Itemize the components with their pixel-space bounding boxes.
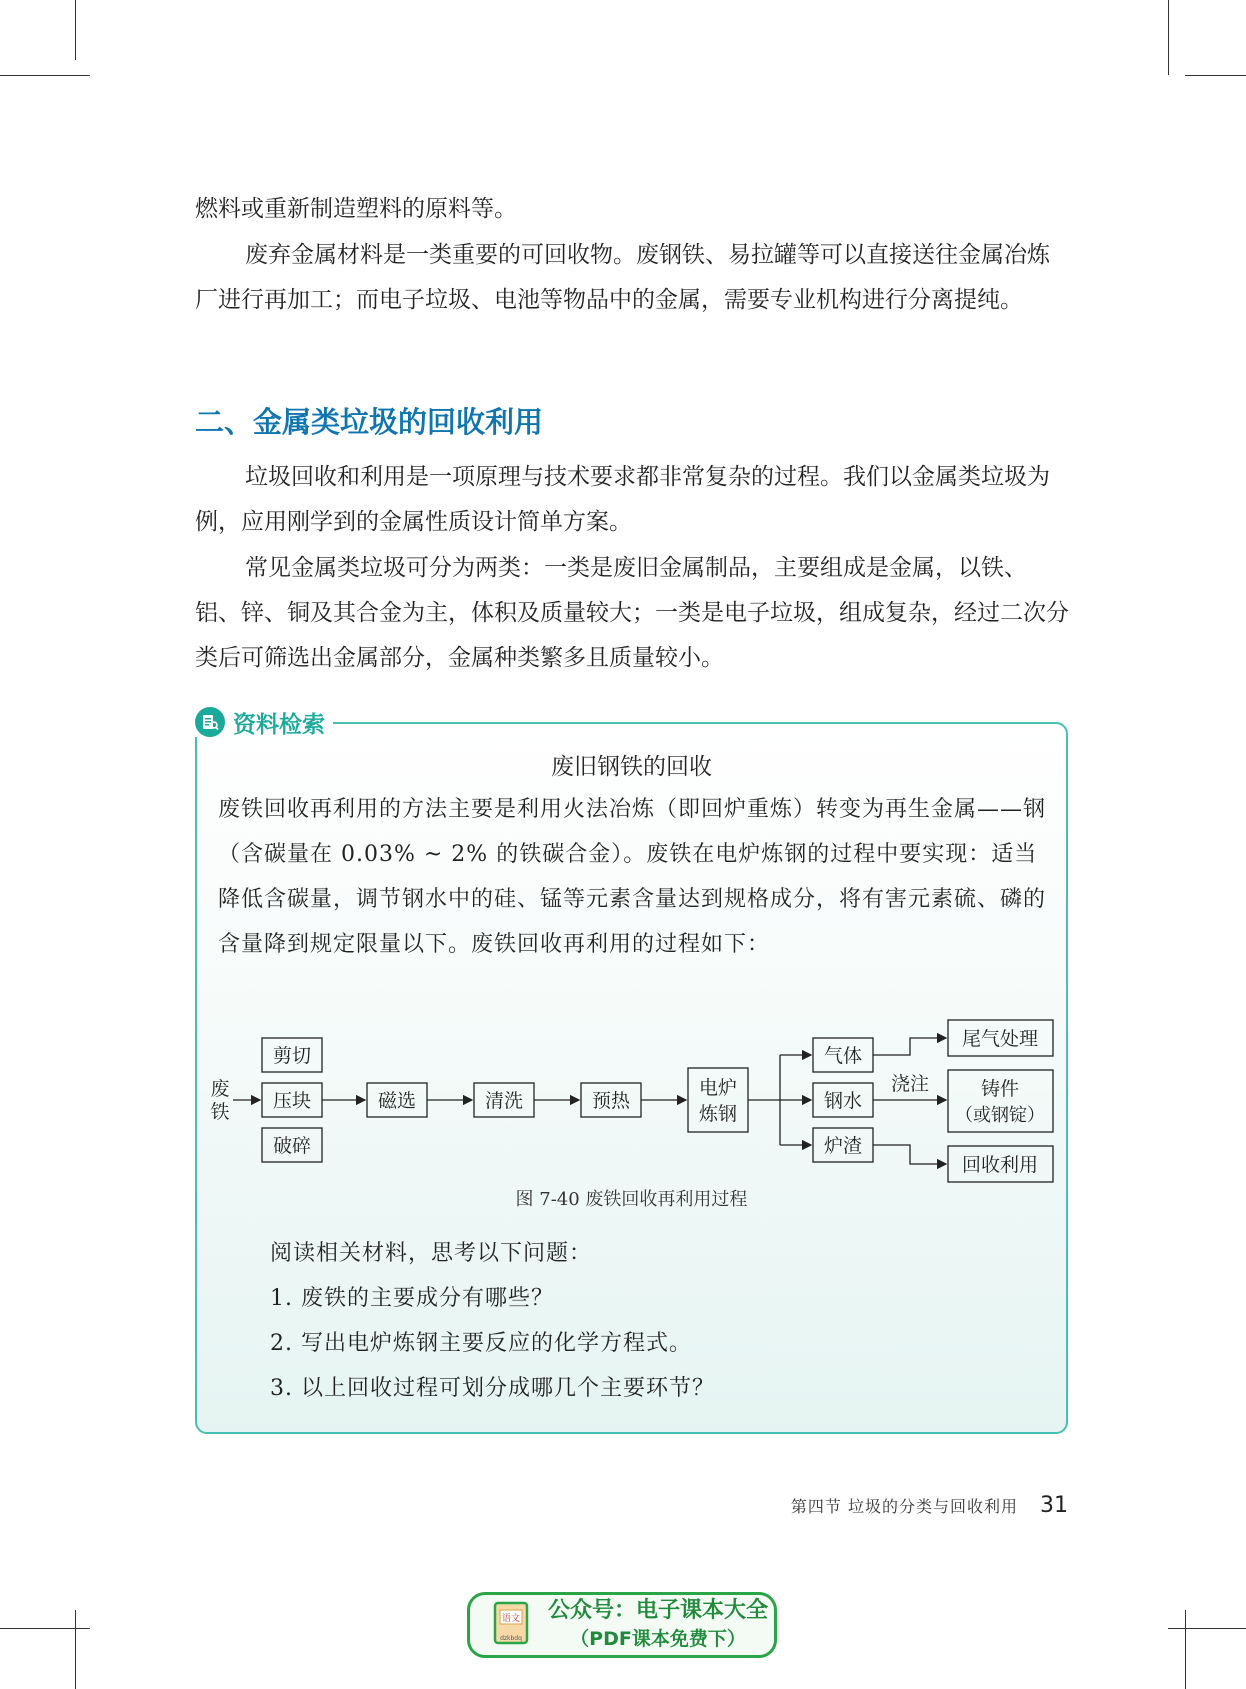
footer-section-title: 第四节 垃圾的分类与回收利用	[790, 1497, 1018, 1516]
flow-step-crush: 破碎	[272, 1135, 312, 1157]
flow-final-casting: 铸件	[980, 1078, 1020, 1100]
reference-box-label: 资料检索	[233, 711, 325, 738]
flow-output-slag: 炉渣	[823, 1135, 863, 1157]
flow-step-furnace: 电炉	[698, 1077, 738, 1099]
paragraph-intro: 垃圾回收和利用是一项原理与技术要求都非常复杂的过程。我们以金属类垃圾为例，应用刚学到的金属性质设计简单方案。	[195, 464, 1050, 535]
question-item: 2. 写出电炉炼钢主要反应的化学方程式。	[270, 1331, 692, 1356]
paragraph-categories: 常见金属类垃圾可分为两类：一类是废旧金属制品，主要组成是金属，以铁、铝、锌、铜及其合金为主，体积及质量较大；一类是电子垃圾，组成复杂，经过二次分类后可筛选出金属部分，金属种类繁多且质量较小。	[195, 555, 1069, 671]
textbook-icon-sublabel: dzkbdq	[500, 1635, 522, 1642]
flow-step-magnetic: 磁选	[377, 1090, 417, 1112]
watermark-line2: （PDF课本免费下）	[570, 1628, 746, 1650]
crop-mark	[75, 1610, 76, 1689]
watermark-line1: 公众号：电子课本大全	[548, 1598, 769, 1623]
section-title: 二、金属类垃圾的回收利用	[195, 405, 544, 439]
crop-mark	[0, 1628, 90, 1629]
flow-step-compress: 压块	[272, 1090, 312, 1112]
flow-step-furnace: 炼钢	[698, 1103, 738, 1125]
reference-box-paragraph: 废铁回收再利用的方法主要是利用火法冶炼（即回炉重炼）转变为再生金属——钢（含碳量在 0.03% ~ 2% 的铁碳合金）。废铁在电炉炼钢的过程中要实现：适当降低含碳量，调节钢水中的硅、锰等元素含量达到规格成分，将有害元素硫、磷的含量降到规定限量以下。废铁回收再利用的过程如下：	[218, 797, 1047, 957]
flow-final-exhaust: 尾气处理	[961, 1028, 1039, 1050]
paragraph-continuation: 燃料或重新制造塑料的原料等。	[195, 196, 517, 222]
question-item: 3. 以上回收过程可划分成哪几个主要环节？	[270, 1376, 715, 1401]
book-icon	[195, 707, 225, 737]
flow-step-preheat: 预热	[591, 1090, 631, 1112]
questions-intro: 阅读相关材料，思考以下问题：	[270, 1241, 593, 1266]
flow-step-wash: 清洗	[484, 1090, 524, 1112]
crop-mark	[1185, 75, 1246, 76]
figure-caption: 图 7-40 废铁回收再利用过程	[515, 1189, 748, 1210]
watermark-text	[548, 1597, 768, 1653]
flow-source-label: 铁	[210, 1101, 230, 1123]
recycling-flowchart	[205, 1010, 1065, 1190]
crop-mark	[1168, 0, 1169, 75]
textbook-icon	[492, 1600, 532, 1650]
crop-mark	[0, 75, 90, 76]
reference-box-header	[195, 707, 333, 737]
flow-final-recycle: 回收利用	[961, 1154, 1039, 1176]
crop-mark	[1168, 1628, 1246, 1629]
flow-source-label: 废	[210, 1078, 230, 1100]
flow-step-cut: 剪切	[272, 1045, 312, 1067]
textbook-icon-label: 语文	[501, 1614, 521, 1624]
crop-mark	[1185, 1610, 1186, 1689]
flow-output-molten-steel: 钢水	[823, 1090, 863, 1112]
page-number: 31	[1040, 1493, 1068, 1518]
crop-mark	[75, 0, 76, 60]
flow-pour-label: 浇注	[890, 1073, 930, 1095]
paragraph-metal-recycling: 废弃金属材料是一类重要的可回收物。废钢铁、易拉罐等可以直接送往金属冶炼厂进行再加工；而电子垃圾、电池等物品中的金属，需要专业机构进行分离提纯。	[195, 242, 1050, 313]
reference-box-title: 废旧钢铁的回收	[551, 754, 712, 780]
flow-output-gas: 气体	[823, 1045, 863, 1067]
question-item: 1. 废铁的主要成分有哪些？	[270, 1286, 554, 1311]
page-footer	[791, 1493, 1068, 1518]
watermark-badge	[467, 1592, 777, 1658]
flow-final-casting: （或钢锭）	[955, 1105, 1045, 1126]
